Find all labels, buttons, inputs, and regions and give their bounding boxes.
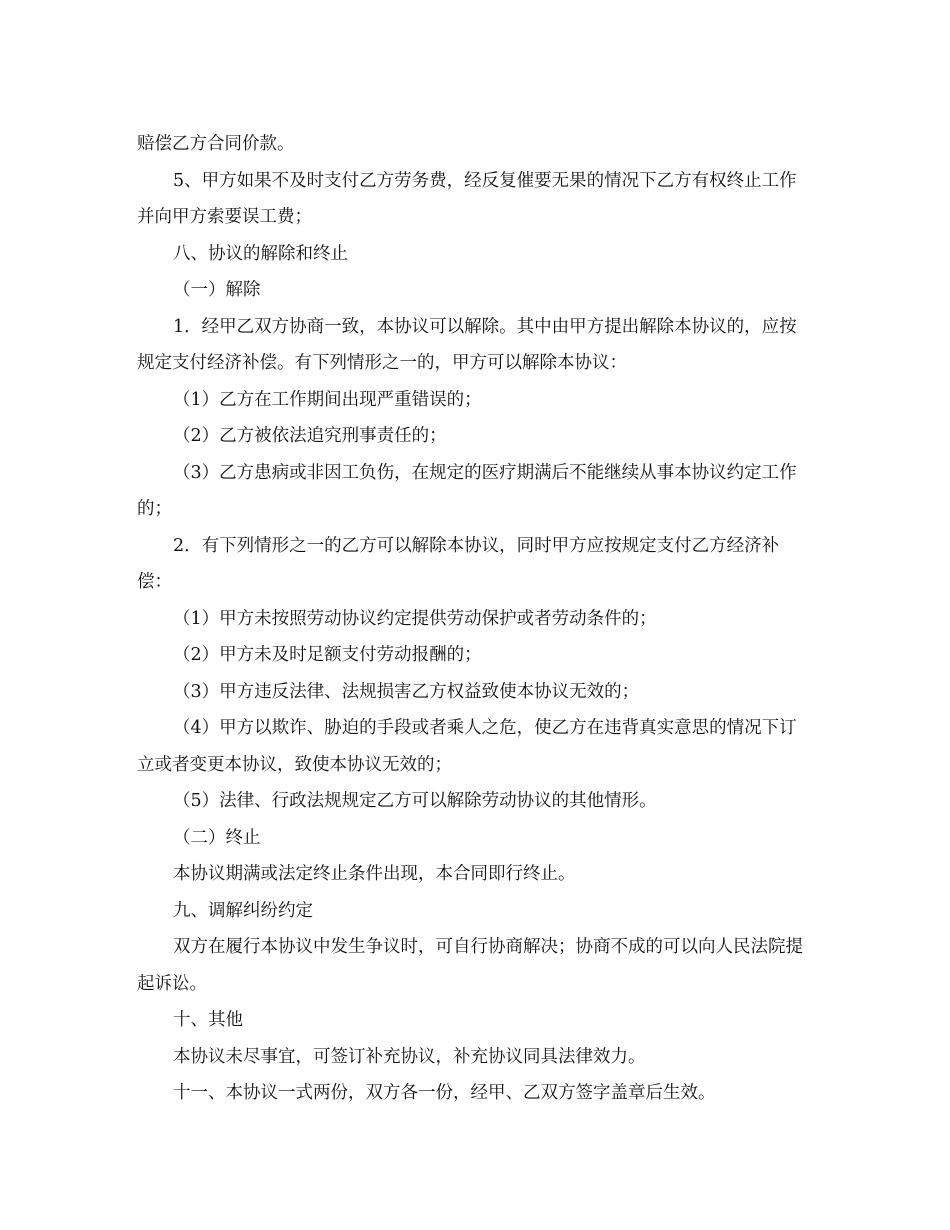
section-heading-8: 八、协议的解除和终止 [173, 243, 348, 264]
list-item-party-a-case-1: （1）乙方在工作期间出现严重错误的； [173, 389, 482, 410]
paragraph-termination-end: 本协议期满或法定终止条件出现，本合同即行终止。 [173, 864, 576, 884]
paragraph-dissolve-2: 2．有下列情形之一的乙方可以解除本协议，同时甲方应按规定支付乙方经济补偿： [137, 535, 780, 592]
list-item-party-b-case-1: （1）甲方未按照劳动协议约定提供劳动保护或者劳动条件的； [173, 608, 657, 629]
paragraph-compensation-tail: 赔偿乙方合同价款。 [137, 134, 295, 154]
list-item-party-b-case-4: （4）甲方以欺诈、胁迫的手段或者乘人之危，使乙方在违背真实意思的情况下订立或者变更本协议，致使本协议无效的； [137, 718, 797, 775]
paragraph-dissolve-1: 1．经甲乙双方协商一致，本协议可以解除。其中由甲方提出解除本协议的，应按规定支付经济补偿。有下列情形之一的，甲方可以解除本协议： [137, 316, 797, 373]
list-item-party-b-case-2: （2）甲方未及时足额支付劳动报酬的； [173, 645, 482, 665]
paragraph-supplementary: 本协议未尽事宜，可签订补充协议，补充协议同具法律效力。 [173, 1046, 646, 1067]
subsection-heading-termination-dissolve: （一）解除 [173, 280, 261, 300]
list-item-party-b-case-3: （3）甲方违反法律、法规损害乙方权益致使本协议无效的； [173, 681, 640, 702]
list-item-party-a-case-3: （3）乙方患病或非因工负伤，在规定的医疗期满后不能继续从事本协议约定工作的； [137, 462, 797, 519]
paragraph-dispute: 双方在履行本协议中发生争议时，可自行协商解决；协商不成的可以向人民法院提起诉讼。 [137, 937, 803, 994]
section-heading-9: 九、调解纠纷约定 [173, 900, 313, 921]
subsection-heading-termination-end: （二）终止 [173, 827, 261, 848]
document-body [137, 126, 812, 1112]
paragraph-clause-5-fee: 5、甲方如果不及时支付乙方劳务费，经反复催要无果的情况下乙方有权终止工作并向甲方索要误工费； [137, 170, 797, 227]
section-heading-10: 十、其他 [173, 1010, 243, 1030]
section-heading-11: 十一、本协议一式两份，双方各一份，经甲、乙双方签字盖章后生效。 [173, 1083, 716, 1103]
list-item-party-a-case-2: （2）乙方被依法追究刑事责任的； [173, 426, 447, 446]
list-item-party-b-case-5: （5）法律、行政法规规定乙方可以解除劳动协议的其他情形。 [173, 791, 657, 811]
